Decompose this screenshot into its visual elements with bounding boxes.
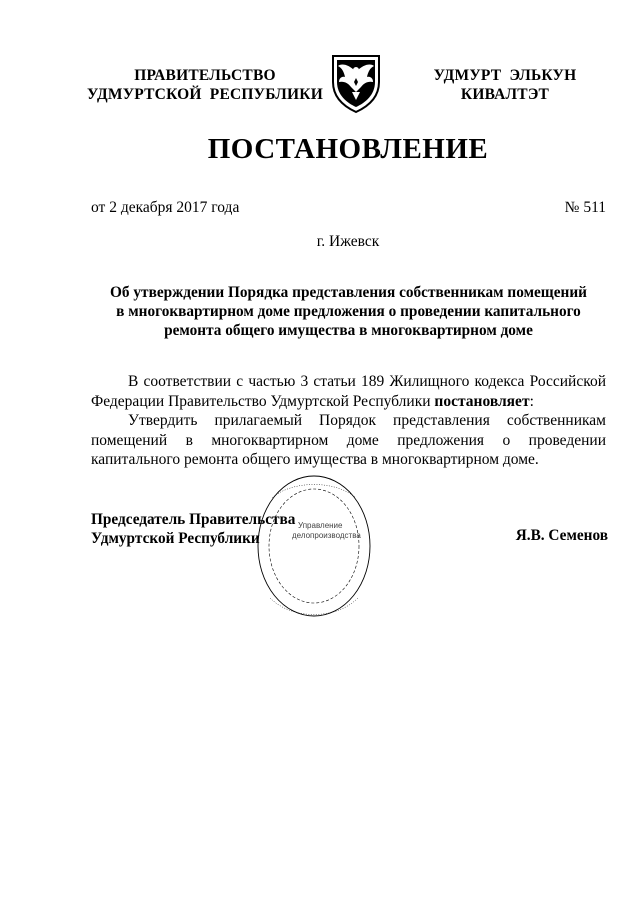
preamble-resolves: постановляет (434, 392, 530, 410)
government-name-russian-line2: УДМУРТСКОЙ РЕСПУБЛИКИ (87, 86, 323, 103)
government-name-udmurt-line1: УДМУРТ ЭЛЬКУН (433, 67, 577, 84)
preamble-colon: : (529, 392, 534, 410)
preamble-paragraph (91, 372, 606, 411)
government-name-udmurt (420, 66, 590, 104)
government-name-udmurt-line2: КИВАЛТЭТ (460, 86, 550, 103)
document-subject (91, 283, 606, 340)
document-date: от 2 декабря 2017 года (91, 199, 240, 216)
government-name-russian (80, 66, 330, 104)
signatory-position-line2: Удмуртской Республики (91, 530, 260, 547)
preamble-text: В соответствии с частью 3 статьи 189 Жилищного кодекса Российской Федерации Правительство Удмуртской Республики (91, 373, 606, 410)
stamp-line2: делопроизводства (292, 531, 361, 540)
signatory-position (91, 510, 295, 548)
document-subject-line3: ремонта общего имущества в многоквартирном доме (164, 322, 533, 339)
stamp-line1: Управление (298, 521, 343, 530)
office-stamp (252, 470, 374, 632)
document-subject-line2: в многоквартирном доме предложения о проведении капитального (116, 303, 581, 320)
resolution-paragraph: Утвердить прилагаемый Порядок представления собственникам помещений в многоквартирном доме предложения о проведении капитального ремонта общего имущества в многоквартирном доме. (91, 412, 606, 468)
signatory-name: Я.В. Семенов (515, 527, 608, 544)
document-city: г. Ижевск (316, 233, 380, 250)
document-subject-line1: Об утверждении Порядка представления собственникам помещений (110, 284, 587, 301)
government-name-russian-line1: ПРАВИТЕЛЬСТВО (134, 67, 276, 84)
signatory-position-line1: Председатель Правительства (91, 511, 296, 528)
document-title: ПОСТАНОВЛЕНИЕ (207, 133, 489, 165)
udmurt-coat-of-arms-icon (325, 52, 387, 114)
document-number: № 511 (564, 199, 606, 216)
